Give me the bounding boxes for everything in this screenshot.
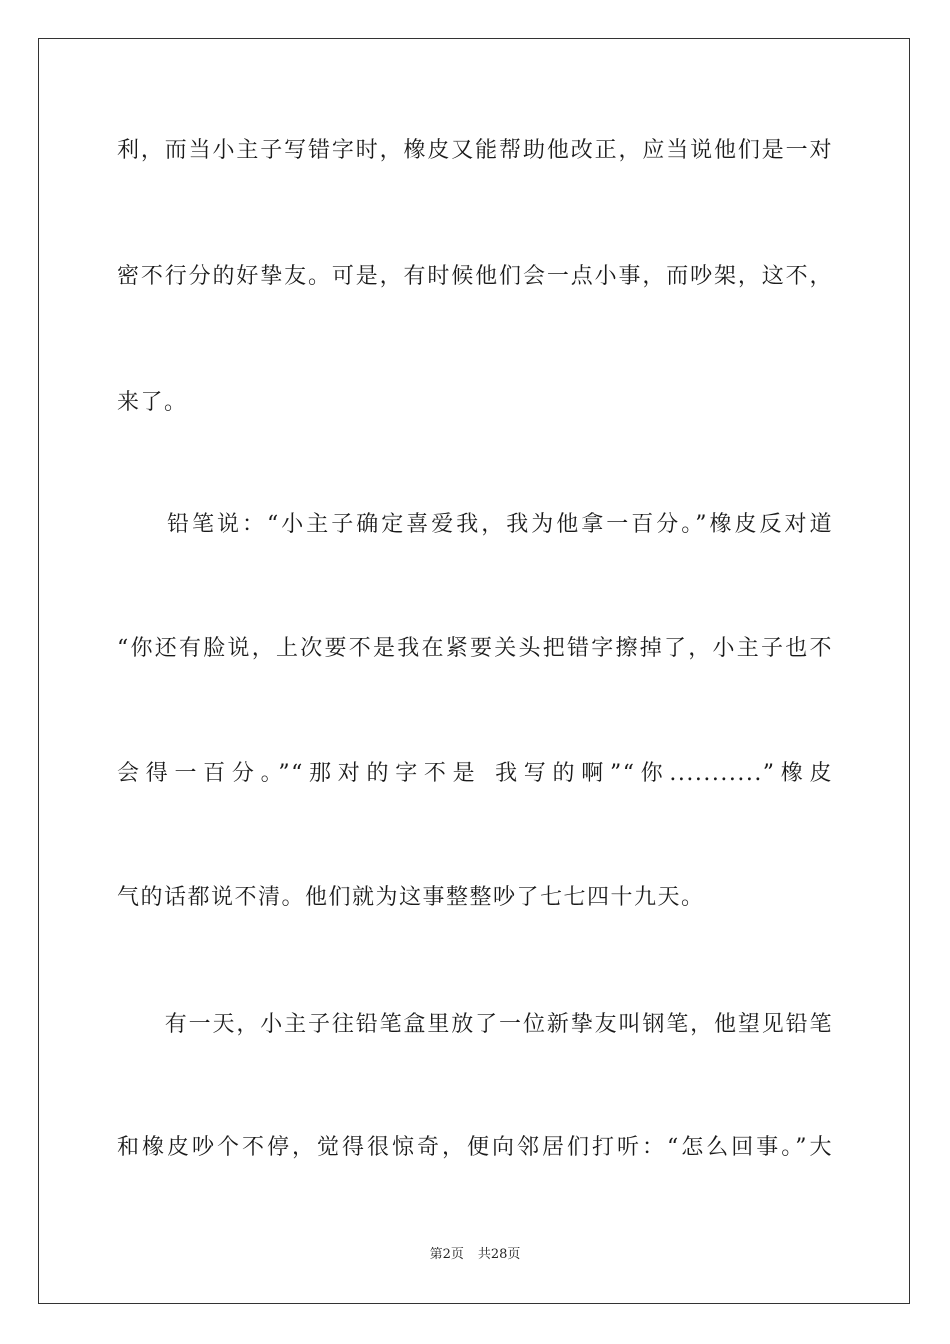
body-text-line: 密不行分的好挚友。可是，有时候他们会一点小事，而吵架，这不， (117, 264, 833, 289)
body-text-line: 气的话都说不清。他们就为这事整整吵了七七四十九天。 (117, 885, 705, 910)
body-text-line: 利，而当小主子写错字时，橡皮又能帮助他改正，应当说他们是一对 (117, 138, 833, 163)
page-number-total: 共28页 (477, 1247, 521, 1262)
body-text-line: 会得一百分。”“那对的字不是 我写的啊”“你...........”橡皮 (117, 761, 833, 786)
body-text-line: 有一天，小主子往铅笔盒里放了一位新挚友叫钢笔，他望见铅笔 (117, 1012, 833, 1037)
body-text-line: 来了。 (117, 390, 188, 415)
body-text-line: “你还有脸说，上次要不是我在紧要关头把错字擦掉了，小主子也不 (117, 636, 833, 661)
page-footer (0, 1246, 950, 1264)
body-text-line: 和橡皮吵个不停，觉得很惊奇，便向邻居们打听：“怎么回事。”大 (117, 1135, 833, 1160)
page-border (38, 38, 910, 1304)
body-text-line: 铅笔说：“小主子确定喜爱我，我为他拿一百分。”橡皮反对道 (117, 512, 833, 537)
page-number-current: 第2页 (429, 1247, 464, 1262)
